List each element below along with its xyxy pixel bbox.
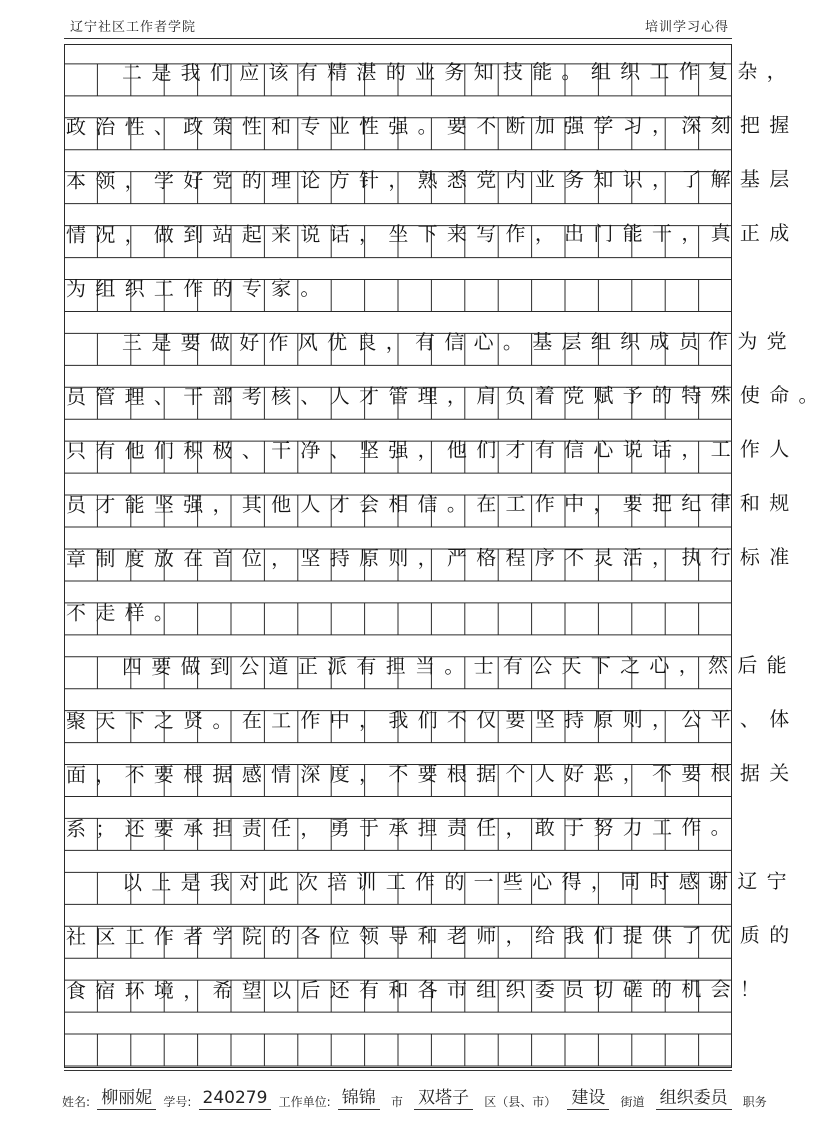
position-label: 职务 — [742, 1095, 767, 1109]
city-label: 市 — [390, 1095, 403, 1109]
header-right-title: 培训学习心得 — [644, 20, 729, 35]
text-line-14: 面，不要根据感情深度，不要根据个人好恶，不要根据关 — [65, 760, 799, 787]
text-line-9: 员才能坚强，其他人才会相信。在工作中，要把纪律和规 — [65, 490, 799, 517]
text-line-3: 本领，学好党的理论方针，熟悉党内业务知识，了解基层 — [65, 166, 799, 193]
text-line-2: 政治性、政策性和专业性强。要不断加强学习，深刻把握 — [65, 112, 799, 139]
student-info-footer — [62, 1083, 767, 1110]
footer-rule — [64, 1070, 732, 1071]
text-line-6: 三是要做好作风优良，有信心。基层组织成员作为党 — [121, 329, 796, 355]
text-line-15: 系；还要承担责任，勇于承担责任，敢于努力工作。 — [65, 815, 740, 841]
district-value: 双塔子 — [414, 1083, 473, 1110]
text-line-5: 为组织工作的专家。 — [65, 276, 330, 301]
text-line-13: 聚天下之贤。在工作中，我们不仅要坚持原则，公平、体 — [65, 706, 799, 733]
text-line-17: 社区工作者学院的各位领导和老师，给我们提供了优质的 — [65, 922, 799, 949]
text-line-8: 只有他们积极、干净、坚强，他们才有信心说话，工作人 — [65, 436, 799, 463]
text-line-11: 不走样。 — [65, 600, 184, 625]
text-line-1: 二是我们应该有精湛的业务知技能。组织工作复杂， — [121, 59, 796, 85]
name-label: 姓名: — [62, 1095, 91, 1109]
unit-label: 工作单位: — [278, 1095, 331, 1109]
text-line-4: 情况，做到站起来说话，坐下来写作，出门能干，真正成 — [65, 220, 799, 247]
header-left-title: 辽宁社区工作者学院 — [70, 20, 197, 35]
text-line-7: 员管理、干部考核、人才管理，肩负着党赋予的特殊使命。 — [65, 382, 828, 409]
header-rule — [64, 38, 732, 39]
text-line-10: 章制度放在首位，坚持原则，严格程序不灵活，执行标准 — [65, 544, 799, 571]
text-line-12: 四要做到公道正派有担当。士有公天下之心，然后能 — [121, 653, 796, 679]
text-line-18: 食宿环境，希望以后还有和各市组织委员切磋的机会！ — [65, 977, 770, 1003]
position-value: 组织委员 — [656, 1083, 732, 1110]
text-line-16: 以上是我对此次培训工作的一些心得，同时感谢辽宁 — [121, 869, 796, 895]
city-value: 锦锦 — [338, 1083, 380, 1110]
id-label: 学号: — [163, 1095, 192, 1109]
street-value: 建设 — [567, 1083, 609, 1110]
street-label: 街道 — [620, 1095, 645, 1109]
id-value: 240279 — [199, 1088, 272, 1110]
district-label: 区（县、市） — [484, 1095, 557, 1109]
name-value: 柳丽妮 — [97, 1083, 156, 1110]
